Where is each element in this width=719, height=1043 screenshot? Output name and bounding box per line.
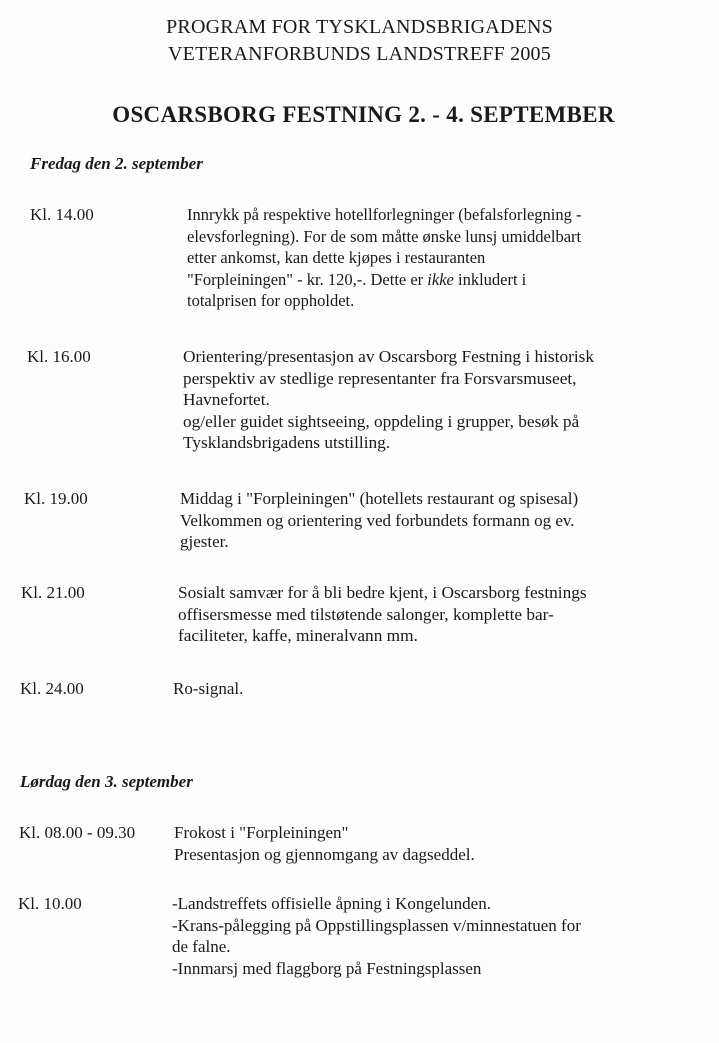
entry-line: -Landstreffets offisielle åpning i Kongelunden. <box>172 894 491 913</box>
entry-line: totalprisen for oppholdet. <box>187 291 355 310</box>
entry-line: Velkommen og orientering ved forbundets formann og ev. <box>180 510 575 530</box>
entry-line: -Krans-pålegging på Oppstillingsplassen v/minnestatuen for <box>172 915 581 935</box>
entry-line: Orientering/presentasjon av Oscarsborg Festning i historisk <box>183 347 595 366</box>
entry-time: Kl. 21.00 <box>21 583 85 602</box>
title-line-2: VETERANFORBUNDS LANDSTREFF 2005 <box>168 43 551 65</box>
entry-line: Ro-signal. <box>173 679 244 698</box>
entry-line: Innrykk på respektive hotellforlegninger (befalsforlegning - <box>187 205 582 224</box>
entry-time: Kl. 24.00 <box>20 679 84 698</box>
entry-line: Havnefortet. <box>183 390 270 409</box>
entry-line: Presentasjon og gjennomgang av dagseddel. <box>174 844 475 864</box>
entry-italic-word: ikke <box>427 269 454 289</box>
title-line-1: PROGRAM FOR TYSKLANDSBRIGADENS <box>166 16 553 38</box>
entry-line-part: "Forpleiningen" - kr. 120,-. Dette er <box>187 269 428 289</box>
entry-line: offisersmesse med tilstøtende salonger, komplette bar- <box>178 604 554 624</box>
document-subtitle: OSCARSBORG FESTNING 2. - 4. SEPTEMBER <box>112 102 615 127</box>
entry-time: Kl. 08.00 - 09.30 <box>19 823 136 842</box>
entry-line: Middag i "Forpleiningen" (hotellets restaurant og spisesal) <box>180 489 579 508</box>
entry-line: -Innmarsj med flaggborg på Festningsplassen <box>172 958 482 978</box>
entry-description <box>180 488 680 553</box>
day-heading-friday: Fredag den 2. september <box>30 154 203 173</box>
entry-description <box>172 893 672 979</box>
entry-line-part: inkludert i <box>453 269 527 289</box>
entry-time: Kl. 10.00 <box>18 894 82 913</box>
entry-time: Kl. 16.00 <box>27 347 91 366</box>
entry-description <box>183 346 683 454</box>
entry-line: perspektiv av stedlige representanter fra Forsvarsmuseet, <box>183 368 577 388</box>
entry-line: Tysklandsbrigadens utstilling. <box>183 433 391 452</box>
entry-description <box>178 582 678 647</box>
entry-line: gjester. <box>180 532 229 551</box>
entry-line: elevsforlegning). For de som måtte ønske lunsj umiddelbart <box>187 226 582 246</box>
entry-time: Kl. 19.00 <box>24 489 88 508</box>
day-heading-saturday: Lørdag den 3. september <box>20 772 193 791</box>
entry-line: etter ankomst, kan dette kjøpes i restauranten <box>187 248 486 267</box>
document-title <box>0 14 719 68</box>
entry-line: og/eller guidet sightseeing, oppdeling i grupper, besøk på <box>183 411 580 431</box>
entry-line: de falne. <box>172 937 231 956</box>
entry-line: Sosialt samvær for å bli bedre kjent, i Oscarsborg festnings <box>178 583 587 602</box>
entry-line: faciliteter, kaffe, mineralvann mm. <box>178 626 418 645</box>
entry-time: Kl. 14.00 <box>30 205 94 224</box>
entry-description <box>187 204 687 312</box>
entry-description <box>174 822 674 865</box>
entry-description <box>173 678 673 700</box>
entry-line-mixed <box>187 269 687 291</box>
entry-line: Frokost i "Forpleiningen" <box>174 823 349 842</box>
